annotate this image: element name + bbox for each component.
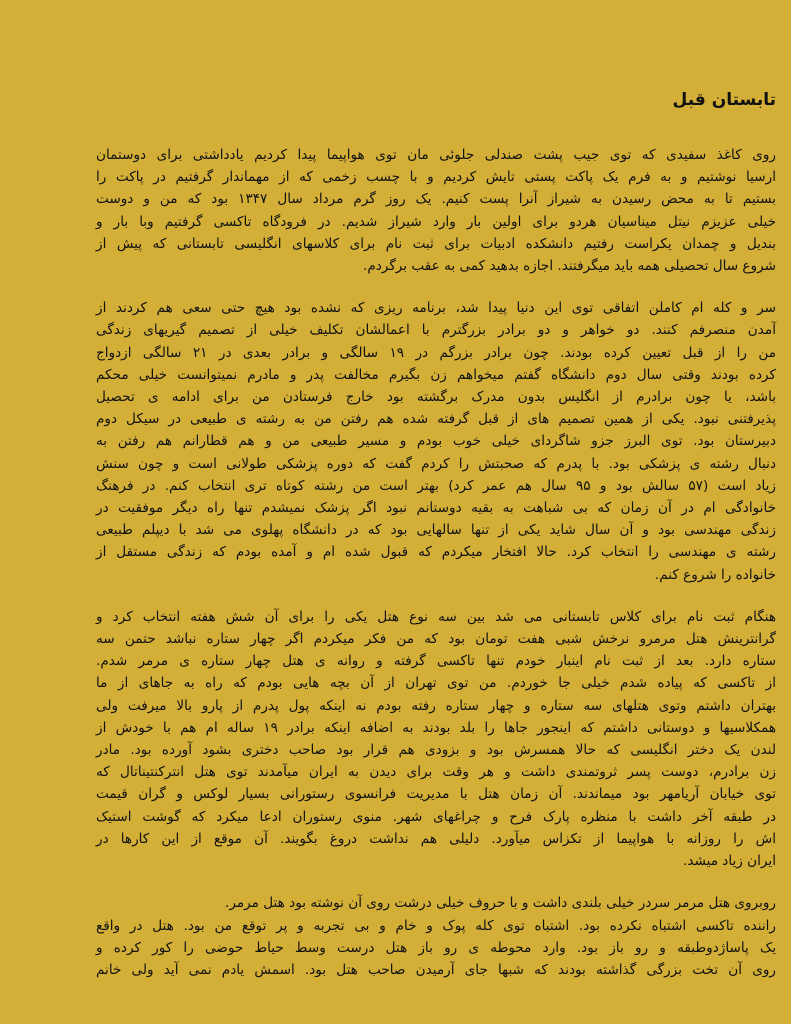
text-line: ایران زیاد میشد. [683,853,776,870]
text-line: کرده بودند وقتی سال دوم دانشگاه گفتم میخواهم زن بگیرم مخالفت پدر و مادرم نمیتوانست خیلی محکم [96,366,776,383]
paragraph-3 [96,606,776,872]
paragraph-2 [96,297,776,586]
text-line: ارسیا نوشتیم و به فرم یک پاکت پستی تایش کردیم و با چسب زخمی که از مهماندار گرفتیم در پاکت را [96,169,776,186]
paragraph-4 [96,892,776,981]
text-line: باشد، یا چون برادرم از انگلیس بدون مدرک برگشته بود خارج فرستادن من برای ادامه ی تحصیل [96,389,776,406]
text-line: آمدن منصرفم کنند. دو خواهر و دو برادر بزرگترم با اعمالشان تکلیف خیلی از تصمیم گیریهای زندگی [96,322,776,339]
text-line: روی کاغذ سفیدی که توی جیب پشت صندلی جلوئی مان توی هواپیما پیدا کردیم یادداشتی برای دوستمان [96,147,776,163]
text-line: راننده تاکسی اشتباه نکرده بود. اشتباه توی کله پوک و خام و بی تجربه و پر توقع من بود. هتل در واقع [96,917,776,934]
text-line: لندن یک دختر انگلیسی که حالا همسرش بود و بزودی هم قرار بود صاحب دختری بشود آورده بود. مادر [96,742,776,759]
text-line: بهتران داشتم وتوی هتلهای سه ستاره و چهار ستاره رفته بودم نه اینکه پول پدرم از پارو بالا میرفت ولی [96,697,776,714]
text-line: شروع سال تحصیلی همه باید میگرفتند. اجازه بدهید کمی به عقب برگردم. [363,258,776,275]
text-line: زن برادرم، دوست پسر ثروتمندی داشت و هر وقت برای دیدن به ایران میآمدند توی هتل انترکنتیناتال که [96,764,776,781]
text-line: روبروی هتل مرمر سردر خیلی بلندی داشت و با حروف خیلی درشت روی آن نوشته بود هتل مرمر. [225,895,776,912]
text-line: پذیرفتنی نبود. یکی از همین تصمیم های از قبل گرفته شده هم رفتن من به رشته ی طبیعی در سیکل دوم [96,411,776,428]
text-line: دنبال رشته ی پزشکی بود. با پدرم که صحبتش را کردم گفت که دوره پزشکی طولانی است و چون سنش [96,455,776,472]
text-line: ستاره دارد. بعد از ثبت نام اینبار خودم تنها تاکسی گرفته و روانه ی هتل چهار ستاره ی مرمر شدم. [96,653,776,670]
text-line: اش را روزانه با هواپیما از تکزاس میآورد. دلیلی هم نداشت دروغ بگویند. آن موقع از این کارها در [96,830,776,847]
text-line: خانواده را شروع کنم. [654,566,776,583]
text-line: خانوادگی ام در آن زمان که بی شباهت به بقیه دوستانم نبود اگر پزشک نمیشدم تنها راه دیگر موفقیت در [96,500,776,517]
text-line: گرانترینش هتل مرمرو نرخش شبی هفت تومان بود که من فکر میکردم اگر چهار ستاره نباشد حتمن سه [96,631,776,648]
text-line: رشته ی مهندسی را انتخاب کرد. حالا افتخار میکردم که قبول شده ام و آمده بودم که زندگی مستقل از [96,544,776,561]
text-line: روی آن تخت بزرگی گذاشته بودند که شبها جای آرمیدن صاحب هتل بود. اسمش یادم نمی آید ولی خانم [96,961,776,978]
text-line: بندیل و چمدان یکراست رفتیم دانشکده ادبیات برای ثبت نام برای کلاسهای انگلیسی تابستانی که پیش از [96,235,776,252]
paragraph-1 [96,144,776,277]
document-page [96,88,776,1001]
text-line: هنگام ثبت نام برای کلاس تابستانی می شد بین سه نوع هتل یکی را برای آن شش هفته انتخاب کرد و [96,608,776,625]
text-line: زیاد است (۵۷ سالش بود و ۹۵ سال هم عمر کرد) بهتر است من رشته کوتاه تری انتخاب کنم. در فرهنگ [96,477,776,494]
text-line: زندگی مهندسی بود و آن سال شاید یکی از تنها سالهایی بود که در دانشگاه پهلوی می شد با دیپلم طبیعی [96,522,776,539]
text-line: خیلی عزیزم نیتل میناسیان هردو برای اولین بار وارد شیراز شدیم. در فرودگاه تاکسی گرفتیم وبا بار و [96,213,776,230]
text-line: از تاکسی که پیاده شدم خیلی جا خوردم. من توی تهران از آن بچه هایی بودم که راه به جاهای از ما [96,675,776,692]
text-line: همکلاسیها و دوستانی داشتم که اینجور جاها را بلد بودند به اضافه اینکه برادر ۱۹ ساله ام هم با خودش از [96,719,776,736]
text-line: من را از قبل تعیین کرده بودند. چون برادر بزرگم در ۱۹ سالگی و برادر بعدی در ۲۱ سالگی ازدواج [96,344,777,361]
text-line: دبیرستان بود. توی البرز جزو شاگردای خیلی خوب بودم و مسیر طبیعی من و هم قطارانم هم رفتن به [96,433,776,450]
text-line: در طبقه آخر داشت با منظره پارک فرح و چراغهای شهر. منوی رستوران ادعا میکرد که گوشت استیک [96,808,776,825]
text-line: یک پاساژدوطبقه و رو باز بود. وارد محوطه ی رو باز هتل درست وسط حیاط حوضی را کور کرده و [96,939,776,956]
text-line: توی خیابان آریامهر بود میماندند. آن زمان هتل با مدیریت فرانسوی رستورانی بسیار لوکس و گران قیمت [96,786,776,803]
text-line: بستیم تا به محض رسیدن به شیراز آنرا پست کنیم. یک روز گرم مرداد سال ۱۳۴۷ بود که من و دوست [96,191,776,208]
text-line: سر و کله ام کاملن اتفاقی توی این دنیا پیدا شد، برنامه ریزی که نشده بود هیچ حتی سعی هم کردند از [96,300,776,317]
document-title: تابستان قبل [672,90,776,110]
